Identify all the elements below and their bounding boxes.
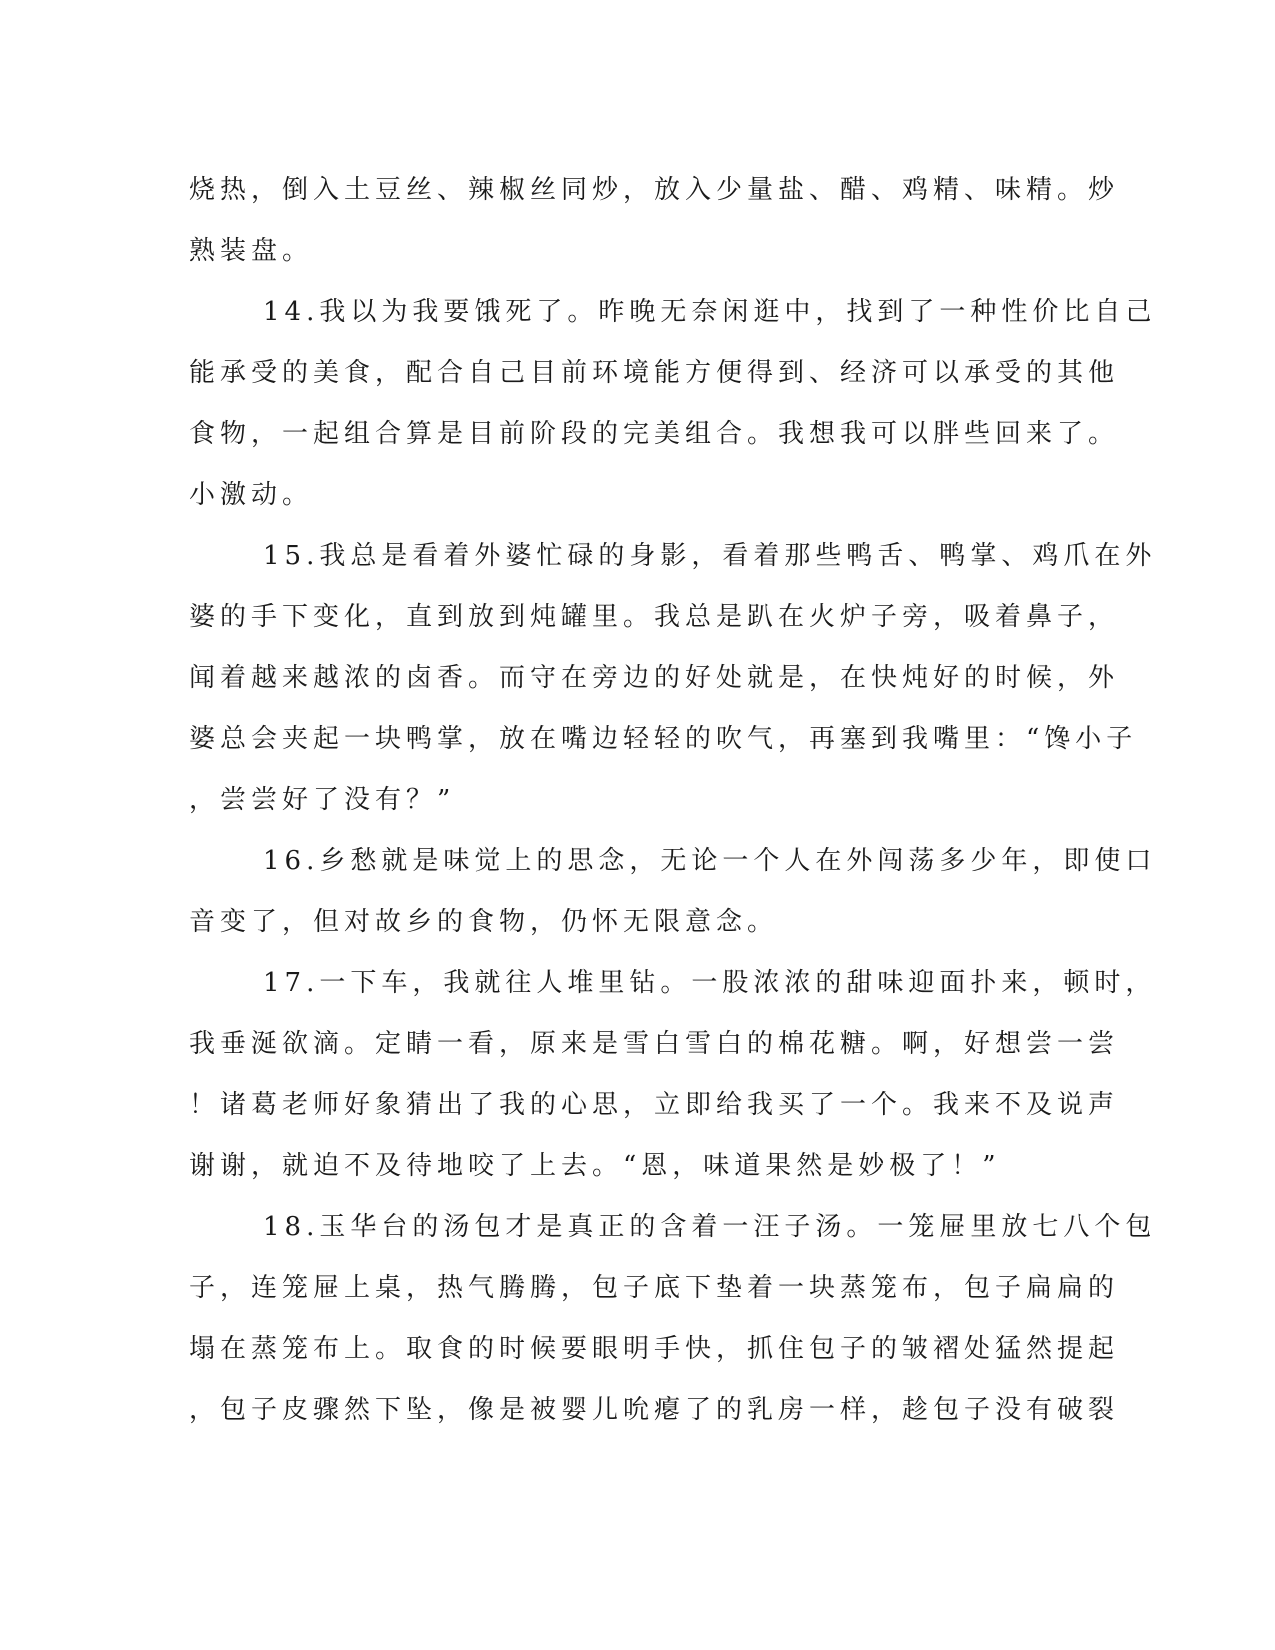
text-line: 塌在蒸笼布上。取食的时候要眼明手快，抓住包子的皱褶处猛然提起 xyxy=(189,1334,1120,1364)
text-line: 闻着越来越浓的卤香。而守在旁边的好处就是，在快炖好的时候，外 xyxy=(189,663,1120,693)
text-line: ，包子皮骤然下坠，像是被婴儿吮瘪了的乳房一样，趁包子没有破裂 xyxy=(189,1395,1120,1425)
paragraph-17-start: 17.一下车，我就往人堆里钻。一股浓浓的甜味迎面扑来，顿时， xyxy=(263,968,1157,998)
text-line: 婆的手下变化，直到放到炖罐里。我总是趴在火炉子旁，吸着鼻子， xyxy=(189,602,1120,632)
paragraph-14-start: 14.我以为我要饿死了。昨晚无奈闲逛中，找到了一种性价比自己 xyxy=(263,297,1157,327)
text-line: 我垂涎欲滴。定睛一看，原来是雪白雪白的棉花糖。啊，好想尝一尝 xyxy=(189,1029,1120,1059)
text-line: 小激动。 xyxy=(189,480,314,510)
text-line: ，尝尝好了没有？” xyxy=(189,785,456,815)
text-line: 子，连笼屉上桌，热气腾腾，包子底下垫着一块蒸笼布，包子扁扁的 xyxy=(189,1273,1120,1303)
paragraph-15-start: 15.我总是看着外婆忙碌的身影，看着那些鸭舌、鸭掌、鸡爪在外 xyxy=(263,541,1157,571)
paragraph-18-start: 18.玉华台的汤包才是真正的含着一汪子汤。一笼屉里放七八个包 xyxy=(263,1212,1157,1242)
text-line: 食物，一起组合算是目前阶段的完美组合。我想我可以胖些回来了。 xyxy=(189,419,1120,449)
text-line: 能承受的美食，配合自己目前环境能方便得到、经济可以承受的其他 xyxy=(189,358,1120,388)
paragraph-16-start: 16.乡愁就是味觉上的思念，无论一个人在外闯荡多少年，即使口 xyxy=(263,846,1157,876)
text-line: 婆总会夹起一块鸭掌，放在嘴边轻轻的吹气，再塞到我嘴里：“馋小子 xyxy=(189,724,1138,754)
body-text xyxy=(189,160,1157,1441)
text-line: ！诸葛老师好象猜出了我的心思，立即给我买了一个。我来不及说声 xyxy=(189,1090,1120,1120)
text-line: 烧热，倒入土豆丝、辣椒丝同炒，放入少量盐、醋、鸡精、味精。炒 xyxy=(189,175,1120,205)
text-line: 熟装盘。 xyxy=(189,236,314,266)
text-line: 音变了，但对故乡的食物，仍怀无限意念。 xyxy=(189,907,779,937)
text-line: 谢谢，就迫不及待地咬了上去。“恩，味道果然是妙极了！” xyxy=(189,1151,1001,1181)
